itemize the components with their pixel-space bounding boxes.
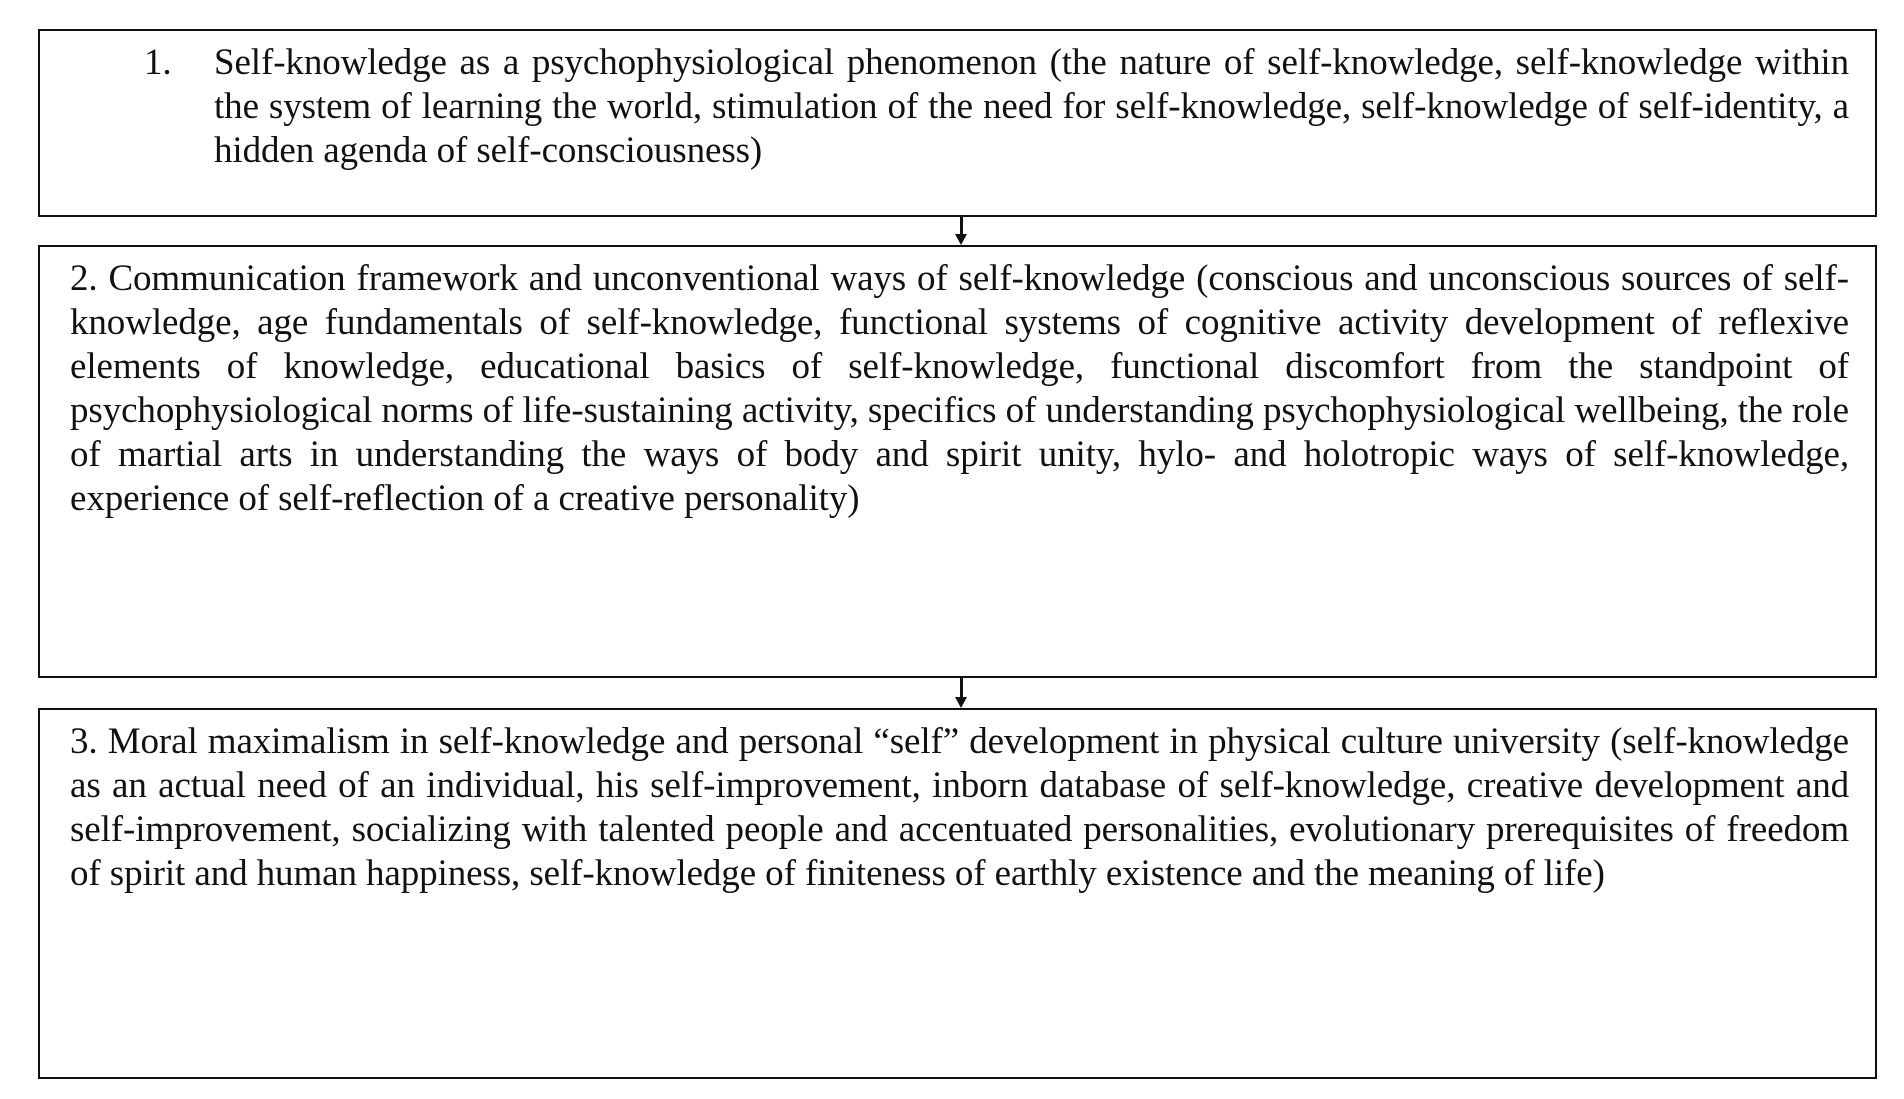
flow-box-1-number: 1. xyxy=(144,42,172,83)
arrow-down-2-to-3 xyxy=(955,678,967,708)
flow-box-3 xyxy=(38,708,1877,1079)
flow-box-1-body: Self-knowledge as a psychophysiological phenomenon (the nature of self-knowledge, self-knowledge within the system of learning the world, stimulation of the need for self-knowledge, self-knowledge of self-identity, a hidden agenda of self-consciousness) xyxy=(214,42,1849,171)
flow-box-1-text xyxy=(144,41,1849,173)
flow-box-3-text: 3. Moral maximalism in self-knowledge and personal “self” development in physical culture university (self-knowledge as an actual need of an individual, his self-improvement, inborn database of self-knowledge, creative development and self-improvement, socializing with talented people and accentuated personalities, evolutionary prerequisites of freedom of spirit and human happiness, self-knowledge of finiteness of earthly existence and the meaning of life) xyxy=(70,721,1849,894)
flow-box-2 xyxy=(38,245,1877,678)
arrow-1-shaft xyxy=(960,217,963,235)
arrow-1-head-icon xyxy=(955,234,967,245)
flow-box-1 xyxy=(38,29,1877,217)
flow-box-2-text: 2. Communication framework and unconventional ways of self-knowledge (conscious and unconscious sources of self-knowledge, age fundamentals of self-knowledge, functional systems of cognitive activity development of reflexive elements of knowledge, educational basics of self-knowledge, functional discomfort from the standpoint of psychophysiological norms of life-sustaining activity, specifics of understanding psychophysiological wellbeing, the role of martial arts in understanding the ways of body and spirit unity, hylo- and holotropic ways of self-knowledge, experience of self-reflection of a creative personality) xyxy=(70,258,1849,519)
arrow-2-head-icon xyxy=(955,697,967,708)
arrow-down-1-to-2 xyxy=(955,217,967,245)
arrow-2-shaft xyxy=(960,678,963,698)
